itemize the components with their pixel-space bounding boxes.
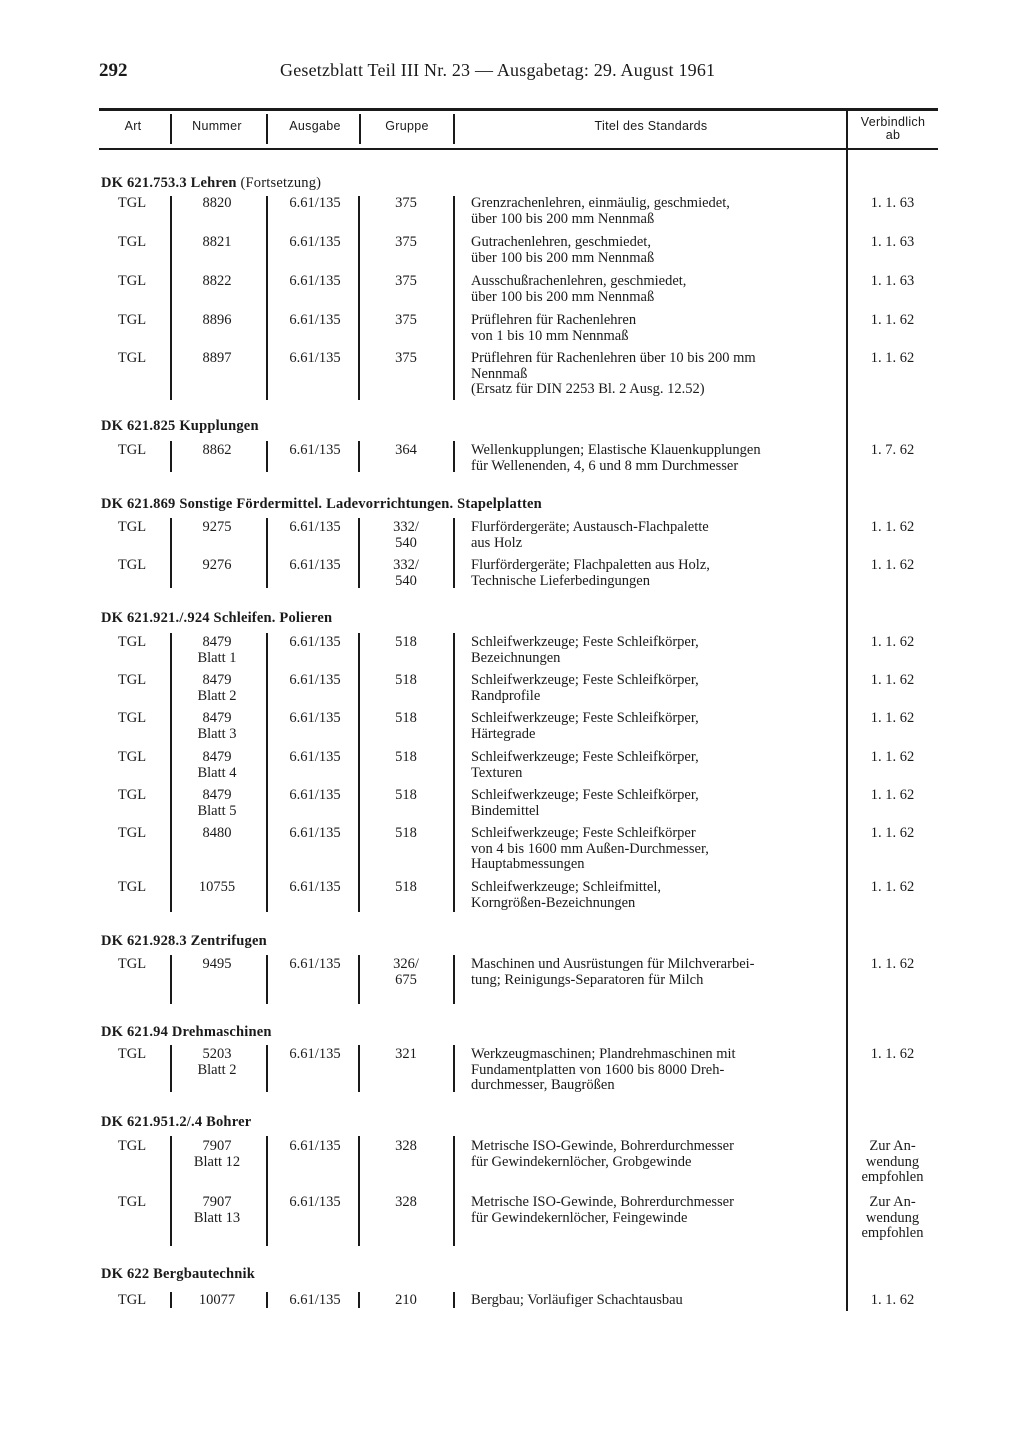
gruppe-cell: 518	[395, 787, 417, 803]
verbindlich-cell: 1. 1. 62	[870, 519, 915, 535]
verbindlich-cell: 1. 1. 62	[870, 312, 915, 328]
gruppe-cell: 518	[395, 825, 417, 841]
column-divider	[170, 196, 172, 400]
gruppe-cell: 210	[395, 1292, 417, 1308]
section-heading	[101, 496, 542, 513]
gruppe-cell: 326/ 675	[393, 956, 419, 988]
titel-cell: Ausschußrachenlehren, geschmiedet, über 100 bis 200 mm Nennmaß	[471, 273, 687, 305]
verbindlich-cell: 1. 1. 63	[870, 195, 915, 211]
ausgabe-cell: 6.61/135	[289, 1292, 341, 1308]
column-divider	[453, 955, 455, 1004]
verbindlich-cell: 1. 1. 62	[870, 350, 915, 366]
table-top-rule	[99, 108, 938, 111]
column-divider	[453, 633, 455, 912]
column-divider	[266, 196, 268, 400]
verbindlich-cell: 1. 1. 62	[870, 672, 915, 688]
column-divider	[266, 1292, 268, 1308]
ausgabe-cell: 6.61/135	[289, 634, 341, 650]
header-divider	[266, 114, 268, 144]
column-header-ausgabe: Ausgabe	[289, 119, 341, 133]
art-cell: TGL	[117, 825, 147, 841]
gruppe-cell: 332/ 540	[393, 519, 419, 551]
column-divider	[453, 441, 455, 472]
art-cell: TGL	[117, 195, 147, 211]
ausgabe-cell: 6.61/135	[289, 749, 341, 765]
column-divider	[453, 518, 455, 588]
ausgabe-cell: 6.61/135	[289, 710, 341, 726]
titel-cell: Schleifwerkzeuge; Feste Schleifkörper, Randprofile	[471, 672, 699, 704]
column-header-art: Art	[124, 119, 142, 133]
column-divider	[453, 196, 455, 400]
titel-cell: Prüflehren für Rachenlehren von 1 bis 10 mm Nennmaß	[471, 312, 637, 344]
art-cell: TGL	[117, 519, 147, 535]
section-heading-text: DK 621.921./.924 Schleifen. Polieren	[101, 610, 333, 626]
ausgabe-cell: 6.61/135	[289, 273, 341, 289]
nummer-cell: 8479 Blatt 5	[197, 787, 237, 819]
gruppe-cell: 375	[395, 234, 417, 250]
section-heading-text: DK 621.753.3 Lehren	[101, 175, 237, 191]
art-cell: TGL	[117, 879, 147, 895]
section-heading-text: DK 622 Bergbautechnik	[101, 1266, 256, 1282]
ausgabe-cell: 6.61/135	[289, 672, 341, 688]
ausgabe-cell: 6.61/135	[289, 195, 341, 211]
nummer-cell: 8896	[202, 312, 232, 328]
gruppe-cell: 328	[395, 1194, 417, 1210]
titel-cell: Schleifwerkzeuge; Feste Schleifkörper, Bindemittel	[471, 787, 699, 819]
art-cell: TGL	[117, 273, 147, 289]
art-cell: TGL	[117, 557, 147, 573]
verbindlich-cell: 1. 1. 62	[870, 956, 915, 972]
ausgabe-cell: 6.61/135	[289, 1046, 341, 1062]
ausgabe-cell: 6.61/135	[289, 312, 341, 328]
header-divider	[453, 114, 455, 144]
art-cell: TGL	[117, 710, 147, 726]
page-number: 292	[99, 60, 128, 81]
page-header-title: Gesetzblatt Teil III Nr. 23 — Ausgabetag: 29. August 1961	[280, 60, 716, 80]
titel-cell: Schleifwerkzeuge; Feste Schleifkörper, Härtegrade	[471, 710, 699, 742]
verbindlich-cell: 1. 7. 62	[870, 442, 915, 458]
column-divider	[266, 1136, 268, 1246]
verbindlich-cell: Zur An- wendung empfohlen	[861, 1138, 924, 1185]
verbindlich-cell: 1. 1. 62	[870, 787, 915, 803]
column-divider	[453, 1045, 455, 1092]
titel-cell: Metrische ISO-Gewinde, Bohrerdurchmesser für Gewindekernlöcher, Grobgewinde	[471, 1138, 734, 1170]
art-cell: TGL	[117, 234, 147, 250]
art-cell: TGL	[117, 350, 147, 366]
verbindlich-cell: Zur An- wendung empfohlen	[861, 1194, 924, 1241]
nummer-cell: 10077	[198, 1292, 236, 1308]
verbindlich-cell: 1. 1. 63	[870, 273, 915, 289]
art-cell: TGL	[117, 442, 147, 458]
gruppe-cell: 321	[395, 1046, 417, 1062]
art-cell: TGL	[117, 1138, 147, 1154]
gruppe-cell: 375	[395, 195, 417, 211]
art-cell: TGL	[117, 787, 147, 803]
titel-cell: Prüflehren für Rachenlehren über 10 bis 200 mm Nennmaß (Ersatz für DIN 2253 Bl. 2 Ausg. 12.52)	[471, 350, 756, 397]
ausgabe-cell: 6.61/135	[289, 825, 341, 841]
column-header-titel: Titel des Standards	[594, 119, 708, 133]
nummer-cell: 8862	[202, 442, 232, 458]
nummer-cell: 9276	[202, 557, 232, 573]
art-cell: TGL	[117, 634, 147, 650]
verbindlich-cell: 1. 1. 62	[870, 634, 915, 650]
gruppe-cell: 375	[395, 273, 417, 289]
section-heading	[101, 1024, 272, 1041]
nummer-cell: 8479 Blatt 3	[197, 710, 237, 742]
ausgabe-cell: 6.61/135	[289, 234, 341, 250]
titel-cell: Wellenkupplungen; Elastische Klauenkupplungen für Wellenenden, 4, 6 und 8 mm Durchmesser	[471, 442, 761, 474]
nummer-cell: 9495	[202, 956, 232, 972]
art-cell: TGL	[117, 1194, 147, 1210]
art-cell: TGL	[117, 672, 147, 688]
nummer-cell: 8480	[202, 825, 232, 841]
titel-cell: Flurfördergeräte; Flachpaletten aus Holz, Technische Lieferbedingungen	[471, 557, 710, 589]
verbindlich-cell: 1. 1. 62	[870, 1046, 915, 1062]
column-divider	[358, 196, 360, 400]
header-divider	[359, 114, 361, 144]
gruppe-cell: 518	[395, 879, 417, 895]
verbindlich-cell: 1. 1. 62	[870, 879, 915, 895]
section-heading	[101, 1266, 255, 1283]
section-heading	[101, 418, 259, 435]
titel-cell: Maschinen und Ausrüstungen für Milchverarbei- tung; Reinigungs-Separatoren für Milch	[471, 956, 755, 988]
gruppe-cell: 518	[395, 672, 417, 688]
section-heading-text: DK 621.951.2/.4 Bohrer	[101, 1114, 252, 1130]
column-divider	[453, 1292, 455, 1308]
verbindlich-cell: 1. 1. 62	[870, 557, 915, 573]
titel-cell: Werkzeugmaschinen; Plandrehmaschinen mit Fundamentplatten von 1600 bis 8000 Dreh- durchmesser, Baugrößen	[471, 1046, 736, 1093]
nummer-cell: 8479 Blatt 4	[197, 749, 237, 781]
column-divider	[266, 1045, 268, 1092]
column-header-verbindlich: Verbindlich ab	[860, 115, 926, 142]
art-cell: TGL	[117, 1292, 147, 1308]
nummer-cell: 5203 Blatt 2	[197, 1046, 237, 1078]
titel-cell: Schleifwerkzeuge; Feste Schleifkörper, Bezeichnungen	[471, 634, 699, 666]
nummer-cell: 8479 Blatt 1	[197, 634, 237, 666]
ausgabe-cell: 6.61/135	[289, 519, 341, 535]
gruppe-cell: 375	[395, 312, 417, 328]
ausgabe-cell: 6.61/135	[289, 442, 341, 458]
gruppe-cell: 518	[395, 749, 417, 765]
header-divider	[170, 114, 172, 144]
titel-cell: Gutrachenlehren, geschmiedet, über 100 bis 200 mm Nennmaß	[471, 234, 655, 266]
column-divider	[453, 1136, 455, 1246]
verbindlich-cell: 1. 1. 62	[870, 749, 915, 765]
section-heading-text: DK 621.928.3 Zentrifugen	[101, 933, 267, 949]
gruppe-cell: 328	[395, 1138, 417, 1154]
column-header-nummer: Nummer	[192, 119, 242, 133]
nummer-cell: 8897	[202, 350, 232, 366]
gruppe-cell: 364	[395, 442, 417, 458]
titel-cell: Schleifwerkzeuge; Schleifmittel, Korngrößen-Bezeichnungen	[471, 879, 662, 911]
gruppe-cell: 518	[395, 710, 417, 726]
table-header-rule	[99, 148, 938, 150]
art-cell: TGL	[117, 1046, 147, 1062]
nummer-cell: 7907 Blatt 13	[193, 1194, 241, 1226]
titel-cell: Flurfördergeräte; Austausch-Flachpalette aus Holz	[471, 519, 709, 551]
ausgabe-cell: 6.61/135	[289, 557, 341, 573]
art-cell: TGL	[117, 956, 147, 972]
nummer-cell: 10755	[198, 879, 236, 895]
section-heading	[101, 933, 267, 950]
section-heading-text: DK 621.869 Sonstige Fördermittel. Ladevorrichtungen. Stapelplatten	[101, 496, 542, 512]
section-heading	[101, 1114, 251, 1131]
titel-cell: Grenzrachenlehren, einmäulig, geschmiedet, über 100 bis 200 mm Nennmaß	[471, 195, 730, 227]
art-cell: TGL	[117, 749, 147, 765]
column-divider	[266, 518, 268, 588]
nummer-cell: 8821	[202, 234, 232, 250]
nummer-cell: 8479 Blatt 2	[197, 672, 237, 704]
verbindlich-cell: 1. 1. 63	[870, 234, 915, 250]
ausgabe-cell: 6.61/135	[289, 350, 341, 366]
ausgabe-cell: 6.61/135	[289, 956, 341, 972]
nummer-cell: 8822	[202, 273, 232, 289]
nummer-cell: 9275	[202, 519, 232, 535]
ausgabe-cell: 6.61/135	[289, 787, 341, 803]
ausgabe-cell: 6.61/135	[289, 1138, 341, 1154]
gruppe-cell: 518	[395, 634, 417, 650]
section-heading-text: DK 621.94 Drehmaschinen	[101, 1024, 272, 1040]
column-header-gruppe: Gruppe	[385, 119, 429, 133]
nummer-cell: 8820	[202, 195, 232, 211]
section-heading	[101, 610, 332, 627]
verbindlich-cell: 1. 1. 62	[870, 710, 915, 726]
verbindlich-cell: 1. 1. 62	[870, 825, 915, 841]
gruppe-cell: 375	[395, 350, 417, 366]
section-heading-suffix: (Fortsetzung)	[240, 175, 322, 191]
ausgabe-cell: 6.61/135	[289, 879, 341, 895]
verbindlich-cell: 1. 1. 62	[870, 1292, 915, 1308]
titel-cell: Schleifwerkzeuge; Feste Schleifkörper von 4 bis 1600 mm Außen-Durchmesser, Hauptabmessungen	[471, 825, 709, 872]
titel-cell: Metrische ISO-Gewinde, Bohrerdurchmesser für Gewindekernlöcher, Feingewinde	[471, 1194, 734, 1226]
column-divider	[266, 633, 268, 912]
titel-cell: Bergbau; Vorläufiger Schachtausbau	[471, 1292, 683, 1308]
column-divider	[266, 441, 268, 472]
ausgabe-cell: 6.61/135	[289, 1194, 341, 1210]
section-heading-text: DK 621.825 Kupplungen	[101, 418, 259, 434]
section-heading	[101, 175, 321, 192]
nummer-cell: 7907 Blatt 12	[193, 1138, 241, 1170]
art-cell: TGL	[117, 312, 147, 328]
titel-cell: Schleifwerkzeuge; Feste Schleifkörper, Texturen	[471, 749, 699, 781]
gruppe-cell: 332/ 540	[393, 557, 419, 589]
column-divider	[266, 955, 268, 1004]
